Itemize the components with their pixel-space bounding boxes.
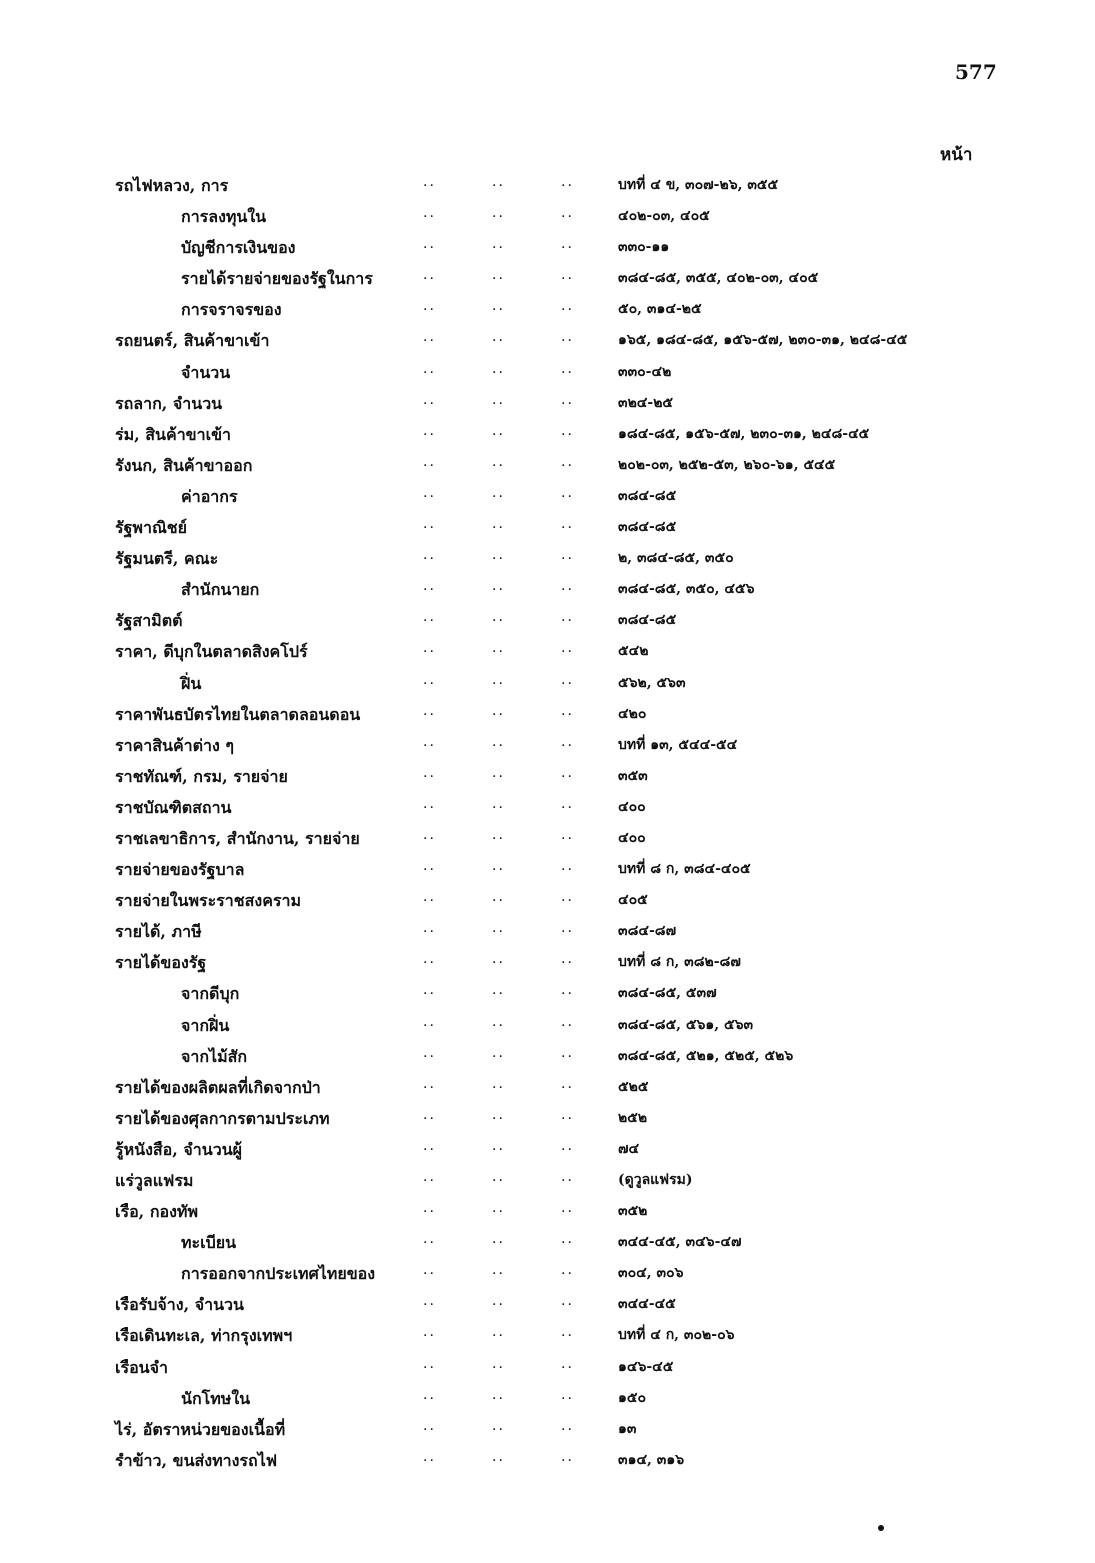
leader-dots: .. bbox=[423, 795, 436, 812]
index-term: รายได้, ภาษี bbox=[115, 922, 202, 942]
leader-dots: .. bbox=[423, 267, 436, 284]
leader-dots: .. bbox=[561, 1075, 574, 1092]
index-pages: (ดูวูลแฟรม) bbox=[618, 1172, 693, 1188]
leader-dots: .. bbox=[492, 795, 505, 812]
leader-dots: .. bbox=[492, 1137, 505, 1154]
index-term: รัฐมนตรี, คณะ bbox=[115, 549, 219, 569]
leader-dots: .. bbox=[561, 1137, 574, 1154]
leader-dots: .. bbox=[423, 1200, 436, 1217]
index-term: ราชบัณฑิตสถาน bbox=[115, 797, 232, 817]
index-subentry bbox=[0, 1227, 1095, 1258]
index-term: รายจ่ายในพระราชสงคราม bbox=[115, 891, 302, 911]
index-term: จากดีบุก bbox=[181, 984, 240, 1004]
leader-dots: .. bbox=[423, 547, 436, 564]
index-pages: ๑๘๔-๘๕, ๑๕๖-๕๗, ๒๓๐-๓๑, ๒๔๘-๔๕ bbox=[618, 425, 870, 442]
leader-dots: .. bbox=[423, 484, 436, 501]
index-term: รายได้รายจ่ายของรัฐในการ bbox=[181, 269, 373, 289]
leader-dots: .. bbox=[423, 360, 436, 377]
index-term: ราคา, ดีบุกในตลาดสิงคโปร์ bbox=[115, 642, 308, 662]
index-pages: ๔๐๕ bbox=[618, 892, 648, 909]
index-pages: บทที่ ๔ ก, ๓๐๒-๐๖ bbox=[618, 1327, 735, 1344]
index-term: ทะเบียน bbox=[181, 1233, 237, 1253]
index-entry bbox=[0, 419, 1095, 450]
index-entry bbox=[0, 1445, 1095, 1476]
index-term: ค่าอากร bbox=[181, 486, 238, 506]
leader-dots: .. bbox=[492, 391, 505, 408]
leader-dots: .. bbox=[423, 422, 436, 439]
index-pages: ๓๓๐-๔๒ bbox=[618, 363, 672, 380]
leader-dots: .. bbox=[492, 1355, 505, 1372]
leader-dots: .. bbox=[561, 578, 574, 595]
leader-dots: .. bbox=[423, 920, 436, 937]
leader-dots: .. bbox=[423, 1262, 436, 1279]
leader-dots: .. bbox=[423, 205, 436, 222]
leader-dots: .. bbox=[492, 329, 505, 346]
index-pages: ๕๖๒, ๕๖๓ bbox=[618, 674, 686, 691]
index-subentry bbox=[0, 201, 1095, 232]
index-term: รังนก, สินค้าขาออก bbox=[115, 455, 253, 475]
index-entry bbox=[0, 605, 1095, 636]
index-term: จำนวน bbox=[181, 362, 231, 382]
index-entry bbox=[0, 885, 1095, 916]
index-term: รัฐสามิตต์ bbox=[115, 611, 183, 631]
leader-dots: .. bbox=[423, 1231, 436, 1248]
leader-dots: .. bbox=[423, 578, 436, 595]
index-pages: ๓๘๔-๘๕ bbox=[618, 487, 677, 504]
index-entry bbox=[0, 450, 1095, 481]
index-subentry bbox=[0, 263, 1095, 294]
index-pages: ๓๔๔-๔๕ bbox=[618, 1296, 676, 1313]
leader-dots: .. bbox=[492, 298, 505, 315]
ink-speck bbox=[878, 1525, 884, 1531]
index-term: จากไม้สัก bbox=[181, 1046, 248, 1066]
leader-dots: .. bbox=[561, 1200, 574, 1217]
index-subentry bbox=[0, 1258, 1095, 1289]
leader-dots: .. bbox=[423, 1106, 436, 1123]
page-column-header: หน้า bbox=[940, 145, 973, 165]
index-pages: ๓๘๔-๘๗ bbox=[618, 923, 677, 940]
leader-dots: .. bbox=[561, 1386, 574, 1403]
leader-dots: .. bbox=[492, 236, 505, 253]
leader-dots: .. bbox=[561, 174, 574, 190]
index-subentry bbox=[0, 1010, 1095, 1041]
index-pages: ๔๐๐ bbox=[618, 798, 646, 815]
leader-dots: .. bbox=[561, 733, 574, 750]
index-pages: ๑๕๐ bbox=[618, 1389, 647, 1406]
leader-dots: .. bbox=[561, 236, 574, 253]
leader-dots: .. bbox=[561, 329, 574, 346]
index-subentry bbox=[0, 668, 1095, 699]
leader-dots: .. bbox=[423, 174, 436, 190]
index-term: การลงทุนใน bbox=[181, 207, 267, 227]
index-entry bbox=[0, 512, 1095, 543]
leader-dots: .. bbox=[492, 205, 505, 222]
index-term: การออกจากประเทศไทยของ bbox=[181, 1264, 376, 1284]
index-subentry bbox=[0, 481, 1095, 512]
index-term: ราชเลขาธิการ, สำนักงาน, รายจ่าย bbox=[115, 828, 360, 848]
leader-dots: .. bbox=[561, 1417, 574, 1434]
leader-dots: .. bbox=[561, 826, 574, 843]
leader-dots: .. bbox=[423, 1013, 436, 1030]
index-term: รายจ่ายของรัฐบาล bbox=[115, 860, 245, 880]
index-entry bbox=[0, 947, 1095, 978]
leader-dots: .. bbox=[492, 640, 505, 657]
leader-dots: .. bbox=[423, 1448, 436, 1465]
leader-dots: .. bbox=[561, 360, 574, 377]
leader-dots: .. bbox=[561, 1013, 574, 1030]
leader-dots: .. bbox=[561, 1169, 574, 1185]
leader-dots: .. bbox=[492, 360, 505, 377]
leader-dots: .. bbox=[561, 547, 574, 564]
index-subentry bbox=[0, 232, 1095, 263]
index-pages: ๓๐๔, ๓๐๖ bbox=[618, 1265, 684, 1282]
leader-dots: .. bbox=[423, 298, 436, 315]
leader-dots: .. bbox=[423, 640, 436, 657]
index-subentry bbox=[0, 357, 1095, 388]
index-term: รถยนตร์, สินค้าขาเข้า bbox=[115, 331, 270, 351]
index-pages: ๓๘๔-๘๕, ๕๒๑, ๕๒๕, ๕๒๖ bbox=[618, 1047, 794, 1064]
index-subentry bbox=[0, 574, 1095, 605]
index-pages: ๗๔ bbox=[618, 1140, 640, 1157]
leader-dots: .. bbox=[492, 733, 505, 750]
index-entry bbox=[0, 1289, 1095, 1320]
index-term: นักโทษใน bbox=[181, 1388, 251, 1408]
index-pages: ๒, ๓๘๔-๘๕, ๓๕๐ bbox=[618, 550, 734, 567]
leader-dots: .. bbox=[561, 1106, 574, 1123]
leader-dots: .. bbox=[423, 702, 436, 719]
leader-dots: .. bbox=[423, 516, 436, 533]
index-entry bbox=[0, 170, 1095, 201]
leader-dots: .. bbox=[492, 920, 505, 937]
index-pages: ๓๒๔-๒๕ bbox=[618, 394, 674, 411]
index-pages: ๓๘๔-๘๕ bbox=[618, 519, 677, 536]
index-entry bbox=[0, 1196, 1095, 1227]
index-pages: ๕๒๕ bbox=[618, 1078, 649, 1095]
leader-dots: .. bbox=[561, 858, 574, 875]
leader-dots: .. bbox=[423, 858, 436, 875]
leader-dots: .. bbox=[561, 516, 574, 533]
index-pages: ๓๘๔-๘๕, ๕๖๑, ๕๖๓ bbox=[618, 1016, 754, 1033]
leader-dots: .. bbox=[561, 205, 574, 222]
leader-dots: .. bbox=[561, 609, 574, 626]
index-term: รายได้ของศุลกากรตามประเภท bbox=[115, 1108, 330, 1128]
leader-dots: .. bbox=[492, 1386, 505, 1403]
leader-dots: .. bbox=[492, 1293, 505, 1310]
index-entry bbox=[0, 761, 1095, 792]
leader-dots: .. bbox=[492, 1231, 505, 1248]
index-pages: บทที่ ๘ ก, ๓๘๔-๔๐๕ bbox=[618, 861, 751, 878]
index-term: เรือเดินทะเล, ท่ากรุงเทพฯ bbox=[115, 1326, 293, 1346]
index-term: สำนักนายก bbox=[181, 580, 260, 600]
index-entry bbox=[0, 916, 1095, 947]
leader-dots: .. bbox=[423, 329, 436, 346]
index-entry bbox=[0, 1165, 1095, 1196]
leader-dots: .. bbox=[492, 858, 505, 875]
leader-dots: .. bbox=[561, 298, 574, 315]
index-term: รถไฟหลวง, การ bbox=[115, 176, 229, 195]
leader-dots: .. bbox=[492, 1106, 505, 1123]
index-entry bbox=[0, 854, 1095, 885]
leader-dots: .. bbox=[492, 889, 505, 906]
index-subentry bbox=[0, 294, 1095, 325]
index-term: รถลาก, จำนวน bbox=[115, 393, 223, 413]
leader-dots: .. bbox=[492, 1013, 505, 1030]
leader-dots: .. bbox=[492, 453, 505, 470]
index-pages: ๕๐, ๓๑๔-๒๕ bbox=[618, 301, 702, 318]
leader-dots: .. bbox=[423, 889, 436, 906]
leader-dots: .. bbox=[561, 640, 574, 657]
index-entry bbox=[0, 792, 1095, 823]
index-pages: ๓๕๒ bbox=[618, 1203, 648, 1220]
leader-dots: .. bbox=[561, 702, 574, 719]
leader-dots: .. bbox=[492, 702, 505, 719]
index-term: ร่ม, สินค้าขาเข้า bbox=[115, 424, 231, 444]
leader-dots: .. bbox=[423, 1137, 436, 1154]
leader-dots: .. bbox=[423, 951, 436, 968]
leader-dots: .. bbox=[423, 1417, 436, 1434]
index-entry bbox=[0, 1072, 1095, 1103]
leader-dots: .. bbox=[561, 391, 574, 408]
leader-dots: .. bbox=[492, 267, 505, 284]
index-term: รำข้าว, ขนส่งทางรถไฟ bbox=[115, 1450, 278, 1470]
leader-dots: .. bbox=[561, 671, 574, 688]
leader-dots: .. bbox=[492, 547, 505, 564]
index-pages: ๓๘๔-๘๕, ๓๕๐, ๔๕๖ bbox=[618, 581, 755, 598]
leader-dots: .. bbox=[423, 453, 436, 470]
leader-dots: .. bbox=[561, 795, 574, 812]
index-entry bbox=[0, 1134, 1095, 1165]
index-pages: ๑๓ bbox=[618, 1420, 637, 1437]
index-term: เรือ, กองทัพ bbox=[115, 1202, 199, 1222]
index-entry bbox=[0, 699, 1095, 730]
index-term: ราชทัณฑ์, กรม, รายจ่าย bbox=[115, 766, 288, 786]
leader-dots: .. bbox=[561, 422, 574, 439]
index-pages: ๑๔๖-๔๕ bbox=[618, 1358, 674, 1375]
leader-dots: .. bbox=[561, 1044, 574, 1061]
index-pages: ๓๑๔, ๓๑๖ bbox=[618, 1451, 685, 1468]
leader-dots: .. bbox=[561, 951, 574, 968]
index-pages: ๒๕๒ bbox=[618, 1109, 648, 1126]
index-term: เรือนจำ bbox=[115, 1357, 168, 1377]
index-pages: บทที่ ๑๓, ๕๔๔-๕๔ bbox=[618, 736, 738, 753]
leader-dots: .. bbox=[492, 516, 505, 533]
index-pages: ๑๖๕, ๑๘๔-๘๕, ๑๕๖-๕๗, ๒๓๐-๓๑, ๒๔๘-๔๕ bbox=[618, 332, 908, 349]
index-entries bbox=[0, 170, 1095, 1476]
index-pages: ๓๘๔-๘๕, ๓๕๕, ๔๐๒-๐๓, ๔๐๕ bbox=[618, 270, 819, 287]
leader-dots: .. bbox=[561, 1448, 574, 1465]
leader-dots: .. bbox=[492, 982, 505, 999]
index-pages: ๓๘๔-๘๕ bbox=[618, 612, 677, 629]
leader-dots: .. bbox=[492, 671, 505, 688]
index-term: รัฐพาณิชย์ bbox=[115, 518, 188, 538]
index-term: แร่วูลแฟรม bbox=[115, 1171, 194, 1190]
leader-dots: .. bbox=[492, 1075, 505, 1092]
leader-dots: .. bbox=[423, 733, 436, 750]
leader-dots: .. bbox=[423, 609, 436, 626]
index-pages: ๔๐๒-๐๓, ๔๐๕ bbox=[618, 208, 710, 225]
leader-dots: .. bbox=[561, 1231, 574, 1248]
index-pages: ๔๒๐ bbox=[618, 705, 647, 722]
index-subentry bbox=[0, 1383, 1095, 1414]
leader-dots: .. bbox=[492, 1262, 505, 1279]
index-pages: ๓๓๐-๑๑ bbox=[618, 239, 670, 256]
index-term: การจราจรของ bbox=[181, 300, 282, 320]
leader-dots: .. bbox=[423, 236, 436, 253]
index-pages: ๓๕๓ bbox=[618, 767, 648, 784]
leader-dots: .. bbox=[561, 1293, 574, 1310]
index-entry bbox=[0, 1320, 1095, 1351]
leader-dots: .. bbox=[561, 982, 574, 999]
index-pages: บทที่ ๘ ก, ๓๘๒-๘๗ bbox=[618, 954, 741, 971]
leader-dots: .. bbox=[561, 889, 574, 906]
index-term: ไร่, อัตราหน่วยของเนื้อที่ bbox=[115, 1419, 286, 1439]
leader-dots: .. bbox=[423, 1293, 436, 1310]
index-pages: ๒๐๒-๐๓, ๒๕๒-๕๓, ๒๖๐-๖๑, ๕๔๕ bbox=[618, 456, 836, 473]
index-term: ราคาพันธบัตรไทยในตลาดลอนดอน bbox=[115, 704, 361, 724]
index-term: รู้หนังสือ, จำนวนผู้ bbox=[115, 1139, 242, 1159]
page-number: 577 bbox=[955, 60, 997, 84]
index-subentry bbox=[0, 978, 1095, 1009]
index-pages: บทที่ ๔ ข, ๓๐๗-๒๖, ๓๕๕ bbox=[618, 177, 779, 193]
leader-dots: .. bbox=[423, 391, 436, 408]
leader-dots: .. bbox=[492, 951, 505, 968]
leader-dots: .. bbox=[561, 920, 574, 937]
leader-dots: .. bbox=[492, 764, 505, 781]
leader-dots: .. bbox=[561, 1324, 574, 1341]
leader-dots: .. bbox=[423, 1355, 436, 1372]
leader-dots: .. bbox=[492, 578, 505, 595]
index-pages: ๕๔๒ bbox=[618, 643, 649, 660]
index-term: ราคาสินค้าต่าง ๆ bbox=[115, 735, 235, 755]
leader-dots: .. bbox=[423, 671, 436, 688]
leader-dots: .. bbox=[492, 1417, 505, 1434]
leader-dots: .. bbox=[423, 982, 436, 999]
leader-dots: .. bbox=[561, 453, 574, 470]
leader-dots: .. bbox=[492, 1200, 505, 1217]
leader-dots: .. bbox=[492, 609, 505, 626]
leader-dots: .. bbox=[492, 1044, 505, 1061]
index-entry bbox=[0, 1352, 1095, 1383]
leader-dots: .. bbox=[561, 267, 574, 284]
index-term: ฝิ่น bbox=[181, 673, 202, 693]
index-term: เรือรับจ้าง, จำนวน bbox=[115, 1295, 244, 1315]
leader-dots: .. bbox=[492, 484, 505, 501]
index-entry bbox=[0, 823, 1095, 854]
index-pages: ๓๘๔-๘๕, ๕๓๗ bbox=[618, 985, 717, 1002]
leader-dots: .. bbox=[492, 826, 505, 843]
index-entry bbox=[0, 730, 1095, 761]
index-pages: ๔๐๐ bbox=[618, 829, 646, 846]
leader-dots: .. bbox=[561, 1262, 574, 1279]
index-term: จากฝิ่น bbox=[181, 1015, 230, 1035]
leader-dots: .. bbox=[492, 174, 505, 190]
index-term: รายได้ของรัฐ bbox=[115, 953, 207, 973]
leader-dots: .. bbox=[561, 484, 574, 501]
leader-dots: .. bbox=[423, 1075, 436, 1092]
index-subentry bbox=[0, 1041, 1095, 1072]
leader-dots: .. bbox=[423, 764, 436, 781]
index-term: รายได้ของผลิตผลที่เกิดจากป่า bbox=[115, 1077, 321, 1097]
leader-dots: .. bbox=[492, 1448, 505, 1465]
index-entry bbox=[0, 1103, 1095, 1134]
leader-dots: .. bbox=[492, 1324, 505, 1341]
leader-dots: .. bbox=[423, 1386, 436, 1403]
leader-dots: .. bbox=[492, 422, 505, 439]
index-entry bbox=[0, 543, 1095, 574]
leader-dots: .. bbox=[423, 1044, 436, 1061]
index-entry bbox=[0, 388, 1095, 419]
leader-dots: .. bbox=[423, 1169, 436, 1185]
leader-dots: .. bbox=[492, 1169, 505, 1185]
leader-dots: .. bbox=[561, 1355, 574, 1372]
index-entry bbox=[0, 1414, 1095, 1445]
index-term: บัญชีการเงินของ bbox=[181, 238, 296, 258]
index-entry bbox=[0, 636, 1095, 667]
leader-dots: .. bbox=[423, 826, 436, 843]
index-entry bbox=[0, 325, 1095, 356]
index-pages: ๓๔๔-๔๕, ๓๔๖-๔๗ bbox=[618, 1234, 742, 1251]
leader-dots: .. bbox=[561, 764, 574, 781]
leader-dots: .. bbox=[423, 1324, 436, 1341]
